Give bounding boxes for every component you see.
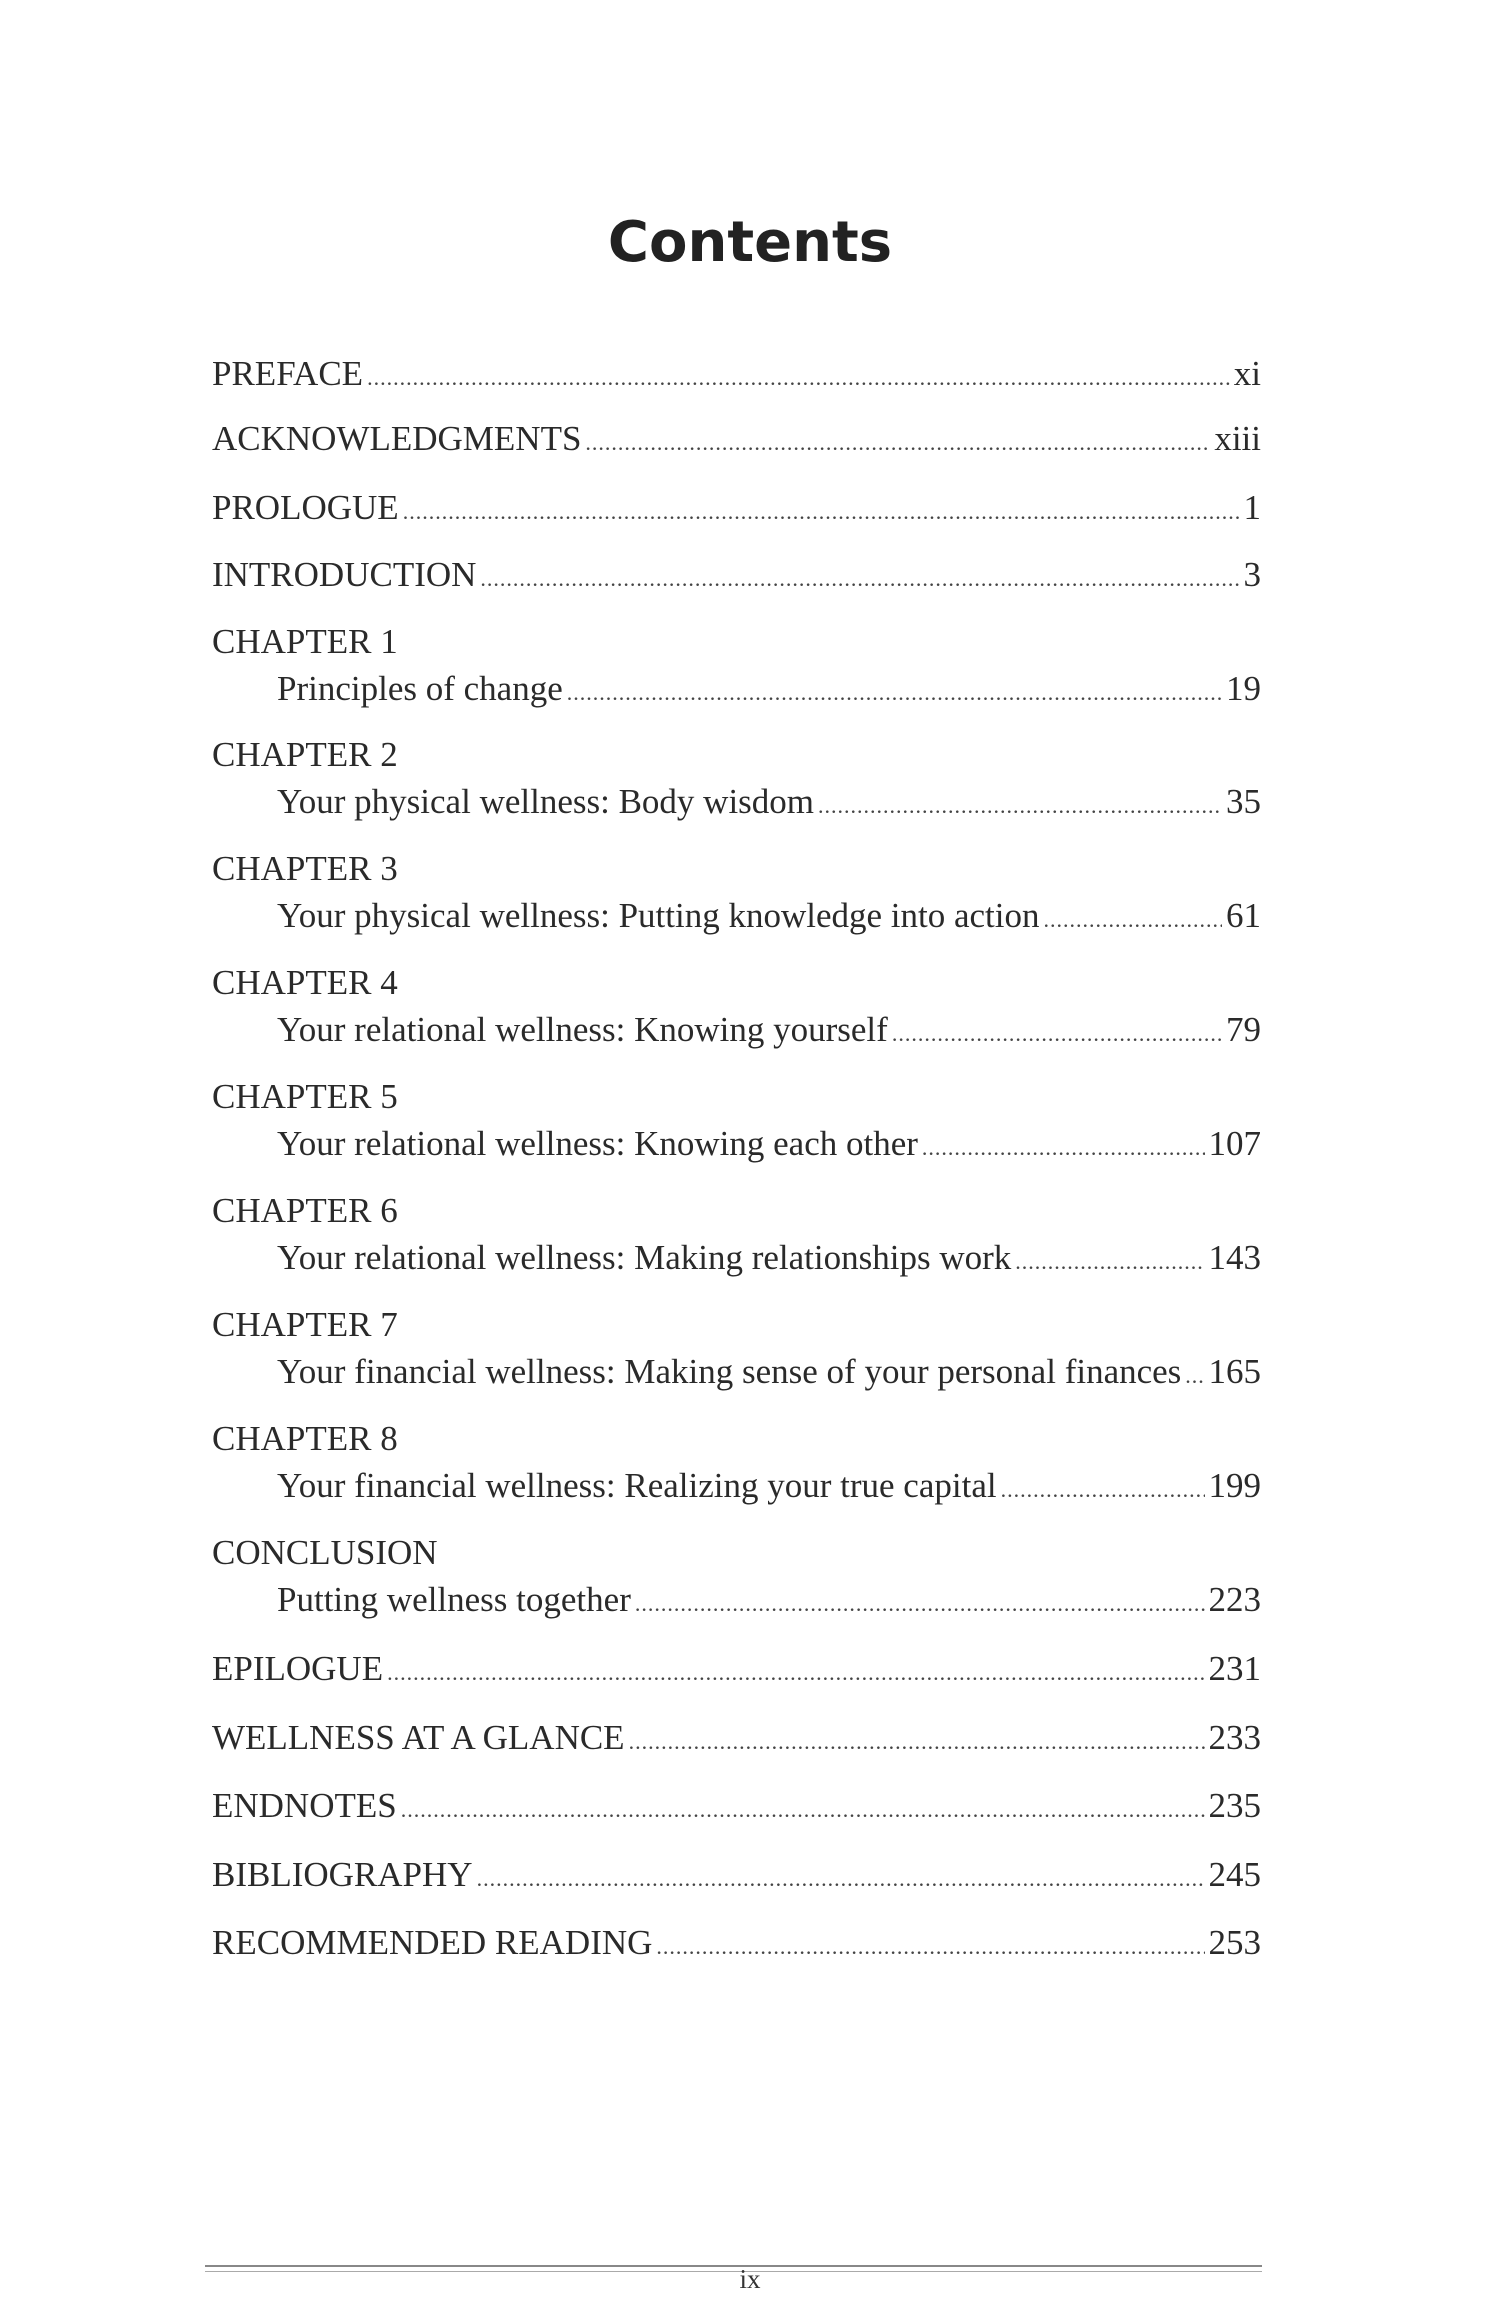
toc-entry-label: RECOMMENDED READING <box>212 1923 653 1962</box>
toc-entry-page: 233 <box>1208 1718 1261 1757</box>
chapter-heading: CONCLUSION <box>212 1533 438 1572</box>
toc-entry-label: ENDNOTES <box>212 1786 397 1825</box>
toc-entry-bibliography <box>212 1853 1261 1901</box>
toc-entry-page: 223 <box>1208 1580 1261 1619</box>
dot-leader <box>403 490 1240 534</box>
dot-leader <box>585 421 1210 465</box>
toc-entry-label: EPILOGUE <box>212 1649 384 1688</box>
toc-entry-page: 79 <box>1226 1010 1261 1049</box>
dot-leader <box>1044 898 1223 942</box>
dot-leader <box>1015 1240 1204 1284</box>
toc-entry-page: 199 <box>1208 1466 1261 1505</box>
toc-entry-acknowledgments <box>212 417 1261 465</box>
toc-entry-chapter-4 <box>277 1008 1261 1056</box>
toc-entry-chapter-2 <box>277 780 1261 828</box>
chapter-heading: CHAPTER 5 <box>212 1077 398 1116</box>
toc-entry-page: 1 <box>1243 488 1261 527</box>
toc-entry-page: 143 <box>1208 1238 1261 1277</box>
toc-entry-chapter-6 <box>277 1236 1261 1284</box>
chapter-heading: CHAPTER 3 <box>212 849 398 888</box>
toc-entry-label: ACKNOWLEDGMENTS <box>212 419 582 458</box>
dot-leader <box>1001 1468 1205 1512</box>
toc-entry-page: 165 <box>1208 1352 1261 1391</box>
toc-entry-label: WELLNESS AT A GLANCE <box>212 1718 625 1757</box>
toc-entry-page: 245 <box>1208 1855 1261 1894</box>
dot-leader <box>629 1720 1205 1764</box>
chapter-heading: CHAPTER 4 <box>212 963 398 1002</box>
chapter-heading: CHAPTER 8 <box>212 1419 398 1458</box>
toc-entry-page: xi <box>1233 354 1261 393</box>
dot-leader <box>477 1857 1205 1901</box>
toc-entry-conclusion <box>277 1578 1261 1626</box>
dot-leader <box>401 1788 1205 1832</box>
toc-entry-page: 235 <box>1208 1786 1261 1825</box>
toc-entry-page: 3 <box>1243 555 1261 594</box>
dot-leader <box>922 1126 1205 1170</box>
toc-entry-label: BIBLIOGRAPHY <box>212 1855 473 1894</box>
dot-leader <box>635 1582 1205 1626</box>
page-title: Contents <box>607 210 893 275</box>
toc-entry-epilogue <box>212 1647 1261 1695</box>
toc-entry-endnotes <box>212 1784 1261 1832</box>
toc-entry-page: 19 <box>1226 669 1261 708</box>
toc-entry-page: xiii <box>1214 419 1261 458</box>
dot-leader <box>387 1651 1204 1695</box>
toc-entry-chapter-3 <box>277 894 1261 942</box>
chapter-heading: CHAPTER 6 <box>212 1191 398 1230</box>
dot-leader <box>892 1012 1222 1056</box>
toc-entry-chapter-5 <box>277 1122 1261 1170</box>
chapter-heading: CHAPTER 7 <box>212 1305 398 1344</box>
page-number: ix <box>739 2264 761 2294</box>
toc-entry-label: Principles of change <box>277 669 563 708</box>
dot-leader <box>656 1925 1204 1969</box>
chapter-heading: CHAPTER 1 <box>212 622 398 661</box>
toc-entry-prologue <box>212 486 1261 534</box>
toc-entry-page: 107 <box>1208 1124 1261 1163</box>
toc-entry-page: 253 <box>1208 1923 1261 1962</box>
toc-entry-label: Your financial wellness: Making sense of your personal finances <box>277 1352 1182 1391</box>
toc-entry-wellness-at-a-glance <box>212 1716 1261 1764</box>
toc-entry-label: Putting wellness together <box>277 1580 631 1619</box>
toc-entry-label: Your physical wellness: Body wisdom <box>277 782 815 821</box>
toc-entry-label: PROLOGUE <box>212 488 399 527</box>
dot-leader <box>367 356 1230 400</box>
toc-entry-preface <box>212 352 1261 400</box>
toc-entry-page: 231 <box>1208 1649 1261 1688</box>
toc-entry-label: Your relational wellness: Making relationships work <box>277 1238 1012 1277</box>
dot-leader <box>567 671 1222 715</box>
toc-entry-label: Your financial wellness: Realizing your true capital <box>277 1466 997 1505</box>
toc-entry-page: 61 <box>1226 896 1261 935</box>
toc-entry-chapter-8 <box>277 1464 1261 1512</box>
chapter-heading: CHAPTER 2 <box>212 735 398 774</box>
toc-entry-chapter-7 <box>277 1350 1261 1398</box>
toc-entry-chapter-1 <box>277 667 1261 715</box>
dot-leader <box>818 784 1222 828</box>
toc-entry-page: 35 <box>1226 782 1261 821</box>
toc-entry-label: PREFACE <box>212 354 364 393</box>
toc-entry-label: Your relational wellness: Knowing yourself <box>277 1010 888 1049</box>
toc-entry-label: INTRODUCTION <box>212 555 477 594</box>
dot-leader <box>1185 1354 1204 1398</box>
toc-entry-recommended-reading <box>212 1921 1261 1969</box>
toc-entry-introduction <box>212 553 1261 601</box>
dot-leader <box>480 557 1239 601</box>
toc-entry-label: Your relational wellness: Knowing each other <box>277 1124 918 1163</box>
toc-entry-label: Your physical wellness: Putting knowledge into action <box>277 896 1040 935</box>
